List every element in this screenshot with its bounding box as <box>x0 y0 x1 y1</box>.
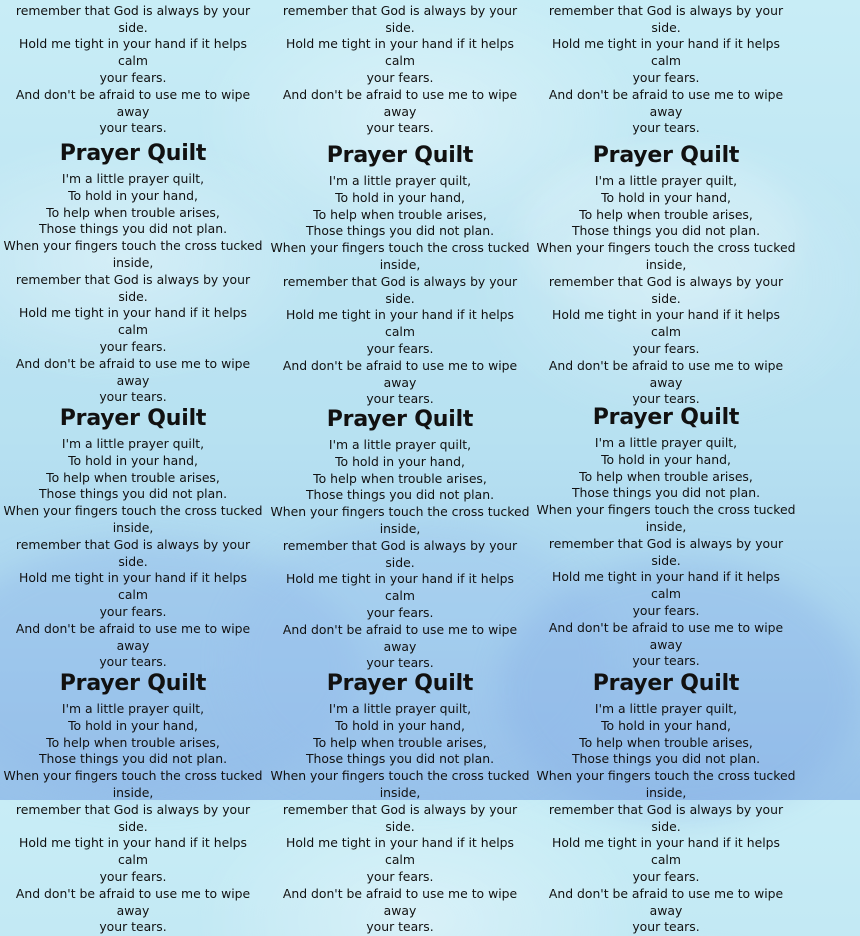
poem-line: your tears. <box>99 654 167 670</box>
card-poem <box>536 173 796 408</box>
poem-line: inside, <box>112 254 154 270</box>
poem-line: Those things you did not plan. <box>305 223 495 239</box>
poem-line: your fears. <box>632 340 700 356</box>
poem-line: your fears. <box>366 868 434 884</box>
card-poem <box>3 436 263 671</box>
poem-line: To help when trouble arises, <box>46 469 220 485</box>
poem-line: Those things you did not plan. <box>571 485 761 501</box>
poem-line: When your fingers touch the cross tucked <box>270 504 530 520</box>
prayer-card-r4-c3 <box>536 673 796 936</box>
card-poem <box>3 0 263 137</box>
poem-line: your tears. <box>632 919 700 935</box>
poem-line: your fears. <box>99 868 167 884</box>
poem-line: And don't be afraid to use me to wipe away <box>548 86 784 119</box>
poem-line: I'm a little prayer quilt, <box>594 701 738 716</box>
poem-line: I'm a little prayer quilt, <box>594 173 738 188</box>
poem-line: Hold me tight in your hand if it helps calm <box>19 835 247 868</box>
poem-line: When your fingers touch the cross tucked <box>3 238 263 254</box>
poem-line: Those things you did not plan. <box>571 223 761 239</box>
prayer-card-r2-c1 <box>3 143 263 406</box>
poem-line: inside, <box>645 256 687 272</box>
poem-line: Hold me tight in your hand if it helps calm <box>286 571 514 604</box>
poem-line: To help when trouble arises, <box>46 734 220 750</box>
poem-line: And don't be afraid to use me to wipe away <box>15 885 251 918</box>
poem-line: I'm a little prayer quilt, <box>594 435 738 450</box>
prayer-card-r4-c1 <box>3 673 263 936</box>
poem-line: I'm a little prayer quilt, <box>328 437 472 452</box>
poem-line: Those things you did not plan. <box>305 487 495 503</box>
poem-line: And don't be afraid to use me to wipe away <box>548 357 784 390</box>
poem-line: remember that God is always by your side. <box>548 2 784 35</box>
poem-line: your tears. <box>99 919 167 935</box>
poem-line: your tears. <box>632 120 700 136</box>
poem-line: remember that God is always by your side. <box>15 801 251 834</box>
card-poem <box>3 701 263 936</box>
poem-line: To help when trouble arises, <box>579 206 753 222</box>
card-title: Prayer Quilt <box>59 406 207 431</box>
poem-line: And don't be afraid to use me to wipe away <box>282 357 518 390</box>
poem-line: Hold me tight in your hand if it helps calm <box>552 835 780 868</box>
poem-line: your fears. <box>632 69 700 85</box>
card-title: Prayer Quilt <box>592 671 740 696</box>
poem-line: remember that God is always by your side. <box>548 801 784 834</box>
card-title: Prayer Quilt <box>326 671 474 696</box>
poem-line: Hold me tight in your hand if it helps calm <box>19 305 247 338</box>
poem-line: inside, <box>645 518 687 534</box>
poem-line: To help when trouble arises, <box>313 470 487 486</box>
poem-line: remember that God is always by your side. <box>282 537 518 570</box>
poem-line: When your fingers touch the cross tucked <box>270 240 530 256</box>
poem-line: remember that God is always by your side. <box>15 536 251 569</box>
poem-line: your tears. <box>366 391 434 407</box>
poem-line: Hold me tight in your hand if it helps calm <box>19 570 247 603</box>
poem-line: When your fingers touch the cross tucked <box>536 502 796 518</box>
card-title: Prayer Quilt <box>592 405 740 430</box>
poem-line: your fears. <box>99 603 167 619</box>
poem-line: To hold in your hand, <box>68 717 198 733</box>
poem-line: remember that God is always by your side. <box>15 2 251 35</box>
poem-line: Those things you did not plan. <box>38 751 228 767</box>
poem-line: And don't be afraid to use me to wipe away <box>15 86 251 119</box>
poem-line: inside, <box>112 784 154 800</box>
poem-line: And don't be afraid to use me to wipe away <box>282 621 518 654</box>
poem-line: your tears. <box>632 653 700 669</box>
poem-line: When your fingers touch the cross tucked <box>536 768 796 784</box>
poem-line: your fears. <box>366 69 434 85</box>
poem-line: And don't be afraid to use me to wipe away <box>15 355 251 388</box>
poem-line: your fears. <box>366 604 434 620</box>
poem-line: To help when trouble arises, <box>46 204 220 220</box>
poem-line: To hold in your hand, <box>68 452 198 468</box>
card-poem <box>536 435 796 670</box>
card-poem <box>3 171 263 406</box>
poem-line: When your fingers touch the cross tucked <box>3 768 263 784</box>
prayer-card-r3-c1 <box>3 408 263 671</box>
poem-line: remember that God is always by your side. <box>282 273 518 306</box>
card-title: Prayer Quilt <box>592 143 740 168</box>
poem-line: Those things you did not plan. <box>38 486 228 502</box>
poem-line: remember that God is always by your side. <box>282 2 518 35</box>
poem-line: remember that God is always by your side. <box>282 801 518 834</box>
poem-line: To hold in your hand, <box>601 451 731 467</box>
poem-line: To hold in your hand, <box>335 717 465 733</box>
prayer-card-r4-c2 <box>270 673 530 936</box>
card-title: Prayer Quilt <box>59 141 207 166</box>
poem-line: And don't be afraid to use me to wipe away <box>548 885 784 918</box>
poem-line: Hold me tight in your hand if it helps calm <box>286 36 514 69</box>
poem-line: your tears. <box>99 389 167 405</box>
poem-line: Those things you did not plan. <box>571 751 761 767</box>
poem-line: inside, <box>379 256 421 272</box>
prayer-card-r1-c1 <box>3 0 263 137</box>
poem-line: your fears. <box>632 868 700 884</box>
card-poem <box>270 173 530 408</box>
poem-line: I'm a little prayer quilt, <box>61 701 205 716</box>
poem-line: To help when trouble arises, <box>313 734 487 750</box>
poem-line: To hold in your hand, <box>335 453 465 469</box>
poem-line: And don't be afraid to use me to wipe away <box>282 885 518 918</box>
prayer-card-r3-c2 <box>270 409 530 672</box>
poem-line: your tears. <box>366 120 434 136</box>
poem-line: I'm a little prayer quilt, <box>328 173 472 188</box>
poem-line: To hold in your hand, <box>601 717 731 733</box>
poem-line: To hold in your hand, <box>601 189 731 205</box>
poem-line: And don't be afraid to use me to wipe away <box>282 86 518 119</box>
poem-line: I'm a little prayer quilt, <box>61 436 205 451</box>
poem-line: remember that God is always by your side. <box>548 273 784 306</box>
poem-line: When your fingers touch the cross tucked <box>536 240 796 256</box>
poem-line: To help when trouble arises, <box>313 206 487 222</box>
poem-line: Hold me tight in your hand if it helps calm <box>552 307 780 340</box>
poem-line: inside, <box>645 784 687 800</box>
poem-line: And don't be afraid to use me to wipe away <box>15 620 251 653</box>
card-title: Prayer Quilt <box>326 143 474 168</box>
card-title: Prayer Quilt <box>326 407 474 432</box>
poem-line: To help when trouble arises, <box>579 468 753 484</box>
poem-line: inside, <box>379 520 421 536</box>
card-poem <box>270 437 530 672</box>
poem-line: To help when trouble arises, <box>579 734 753 750</box>
prayer-card-r2-c3 <box>536 145 796 408</box>
card-poem <box>270 0 530 137</box>
poem-line: Hold me tight in your hand if it helps calm <box>552 36 780 69</box>
poem-line: I'm a little prayer quilt, <box>61 171 205 186</box>
poem-line: your fears. <box>366 340 434 356</box>
poem-line: your fears. <box>99 69 167 85</box>
poem-line: Hold me tight in your hand if it helps calm <box>286 307 514 340</box>
poem-line: your tears. <box>632 391 700 407</box>
card-title: Prayer Quilt <box>59 671 207 696</box>
poem-line: Hold me tight in your hand if it helps calm <box>552 569 780 602</box>
poem-line: Hold me tight in your hand if it helps calm <box>286 835 514 868</box>
poem-line: inside, <box>112 519 154 535</box>
poem-line: When your fingers touch the cross tucked <box>270 768 530 784</box>
poem-line: Hold me tight in your hand if it helps calm <box>19 36 247 69</box>
poem-line: To hold in your hand, <box>68 187 198 203</box>
poem-line: Those things you did not plan. <box>38 221 228 237</box>
poem-line: To hold in your hand, <box>335 189 465 205</box>
card-poem <box>270 701 530 936</box>
poem-line: your fears. <box>632 602 700 618</box>
card-poem <box>536 701 796 936</box>
poem-line: your tears. <box>366 919 434 935</box>
poem-line: And don't be afraid to use me to wipe away <box>548 619 784 652</box>
prayer-card-r1-c2 <box>270 0 530 137</box>
poem-line: remember that God is always by your side. <box>548 535 784 568</box>
poem-line: I'm a little prayer quilt, <box>328 701 472 716</box>
poem-line: When your fingers touch the cross tucked <box>3 503 263 519</box>
poem-line: remember that God is always by your side. <box>15 271 251 304</box>
poem-line: Those things you did not plan. <box>305 751 495 767</box>
prayer-card-r1-c3 <box>536 0 796 137</box>
card-poem <box>536 0 796 137</box>
poem-line: inside, <box>379 784 421 800</box>
prayer-card-r3-c3 <box>536 407 796 670</box>
poem-line: your tears. <box>99 120 167 136</box>
prayer-card-r2-c2 <box>270 145 530 408</box>
poem-line: your fears. <box>99 338 167 354</box>
poem-line: your tears. <box>366 655 434 671</box>
